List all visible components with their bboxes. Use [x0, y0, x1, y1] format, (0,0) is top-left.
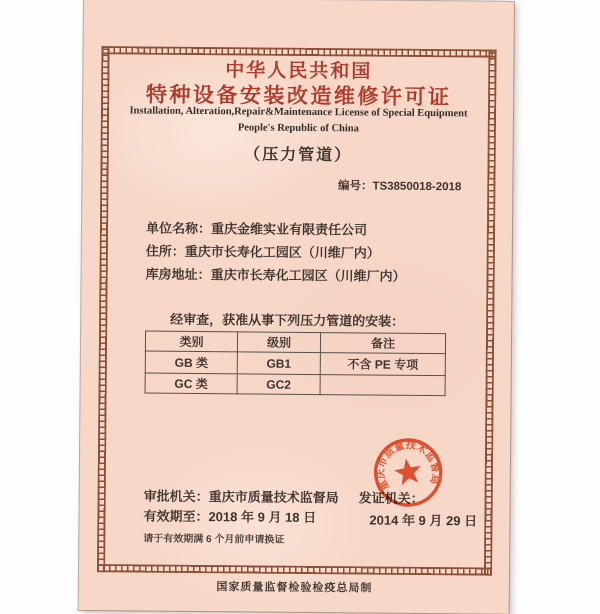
- border-bottom: [97, 564, 492, 575]
- validity-value: 2018 年 9 月 18 日: [208, 509, 316, 525]
- cell-category-gb: GB 类: [145, 351, 237, 374]
- approval-statement: 经审查，获准从事下列压力管道的安装：: [170, 309, 404, 330]
- title-license-name: 特种设备安装改造维修许可证: [101, 78, 496, 111]
- field-company-name-value: 重庆金维实业有限责任公司: [211, 221, 367, 237]
- field-company-name: [146, 221, 367, 238]
- approval-authority-label: 审批机关：: [144, 489, 209, 505]
- official-seal-stamp: [350, 413, 465, 528]
- table-header-row: [145, 331, 445, 354]
- cell-level-gb1: GB1: [237, 352, 320, 375]
- cell-remark-gb: 不含 PE 专项: [320, 353, 445, 376]
- field-warehouse-address: [146, 267, 406, 284]
- validity-line: [143, 506, 316, 527]
- certificate-paper: [79, 0, 514, 614]
- approval-authority-value: 重庆市质量技术监督局: [209, 489, 339, 505]
- footer-issuer: 国家质量监督检验检疫总局制: [97, 577, 492, 596]
- field-address-value: 重庆市长寿化工园区（川维厂内）: [185, 244, 380, 261]
- issuing-authority-label: 发证机关：: [359, 490, 424, 506]
- title-english-line2: People's Republic of China: [101, 121, 496, 135]
- title-english-line1: Installation, Alteration,Repair&Maintenance License of Special Equipment: [101, 105, 496, 119]
- license-scope-table: [145, 331, 447, 397]
- serial-number: 编号：TS3850018-2018: [100, 175, 461, 194]
- field-warehouse-address-label: 库房地址：: [146, 267, 211, 283]
- field-warehouse-address-value: 重庆市长寿化工园区（川维厂内）: [211, 267, 406, 284]
- subtitle-pressure-pipeline: （压力管道）: [101, 140, 496, 166]
- header-category: 类别: [145, 331, 237, 352]
- title-country: 中华人民共和国: [101, 54, 496, 84]
- renewal-note: 请于有效期满 6 个月前申请换证: [143, 530, 284, 546]
- cell-remark-gc: [320, 375, 445, 396]
- table-row: [145, 351, 445, 376]
- cell-category-gc: GC 类: [145, 373, 237, 394]
- field-address-label: 住所：: [146, 244, 185, 259]
- field-company-name-label: 单位名称：: [146, 221, 211, 237]
- field-address: [146, 244, 380, 261]
- stamp-ring-text: 重庆市质量技术监督局: [368, 433, 445, 497]
- header-remark: 备注: [320, 333, 445, 354]
- stamp-star-icon: [393, 456, 424, 486]
- validity-label: 有效期至：: [143, 509, 208, 525]
- issue-date: 2014 年 9 月 29 日: [369, 510, 477, 530]
- table-row: [145, 373, 445, 396]
- cell-level-gc2: GC2: [237, 374, 320, 395]
- header-level: 级别: [237, 332, 320, 353]
